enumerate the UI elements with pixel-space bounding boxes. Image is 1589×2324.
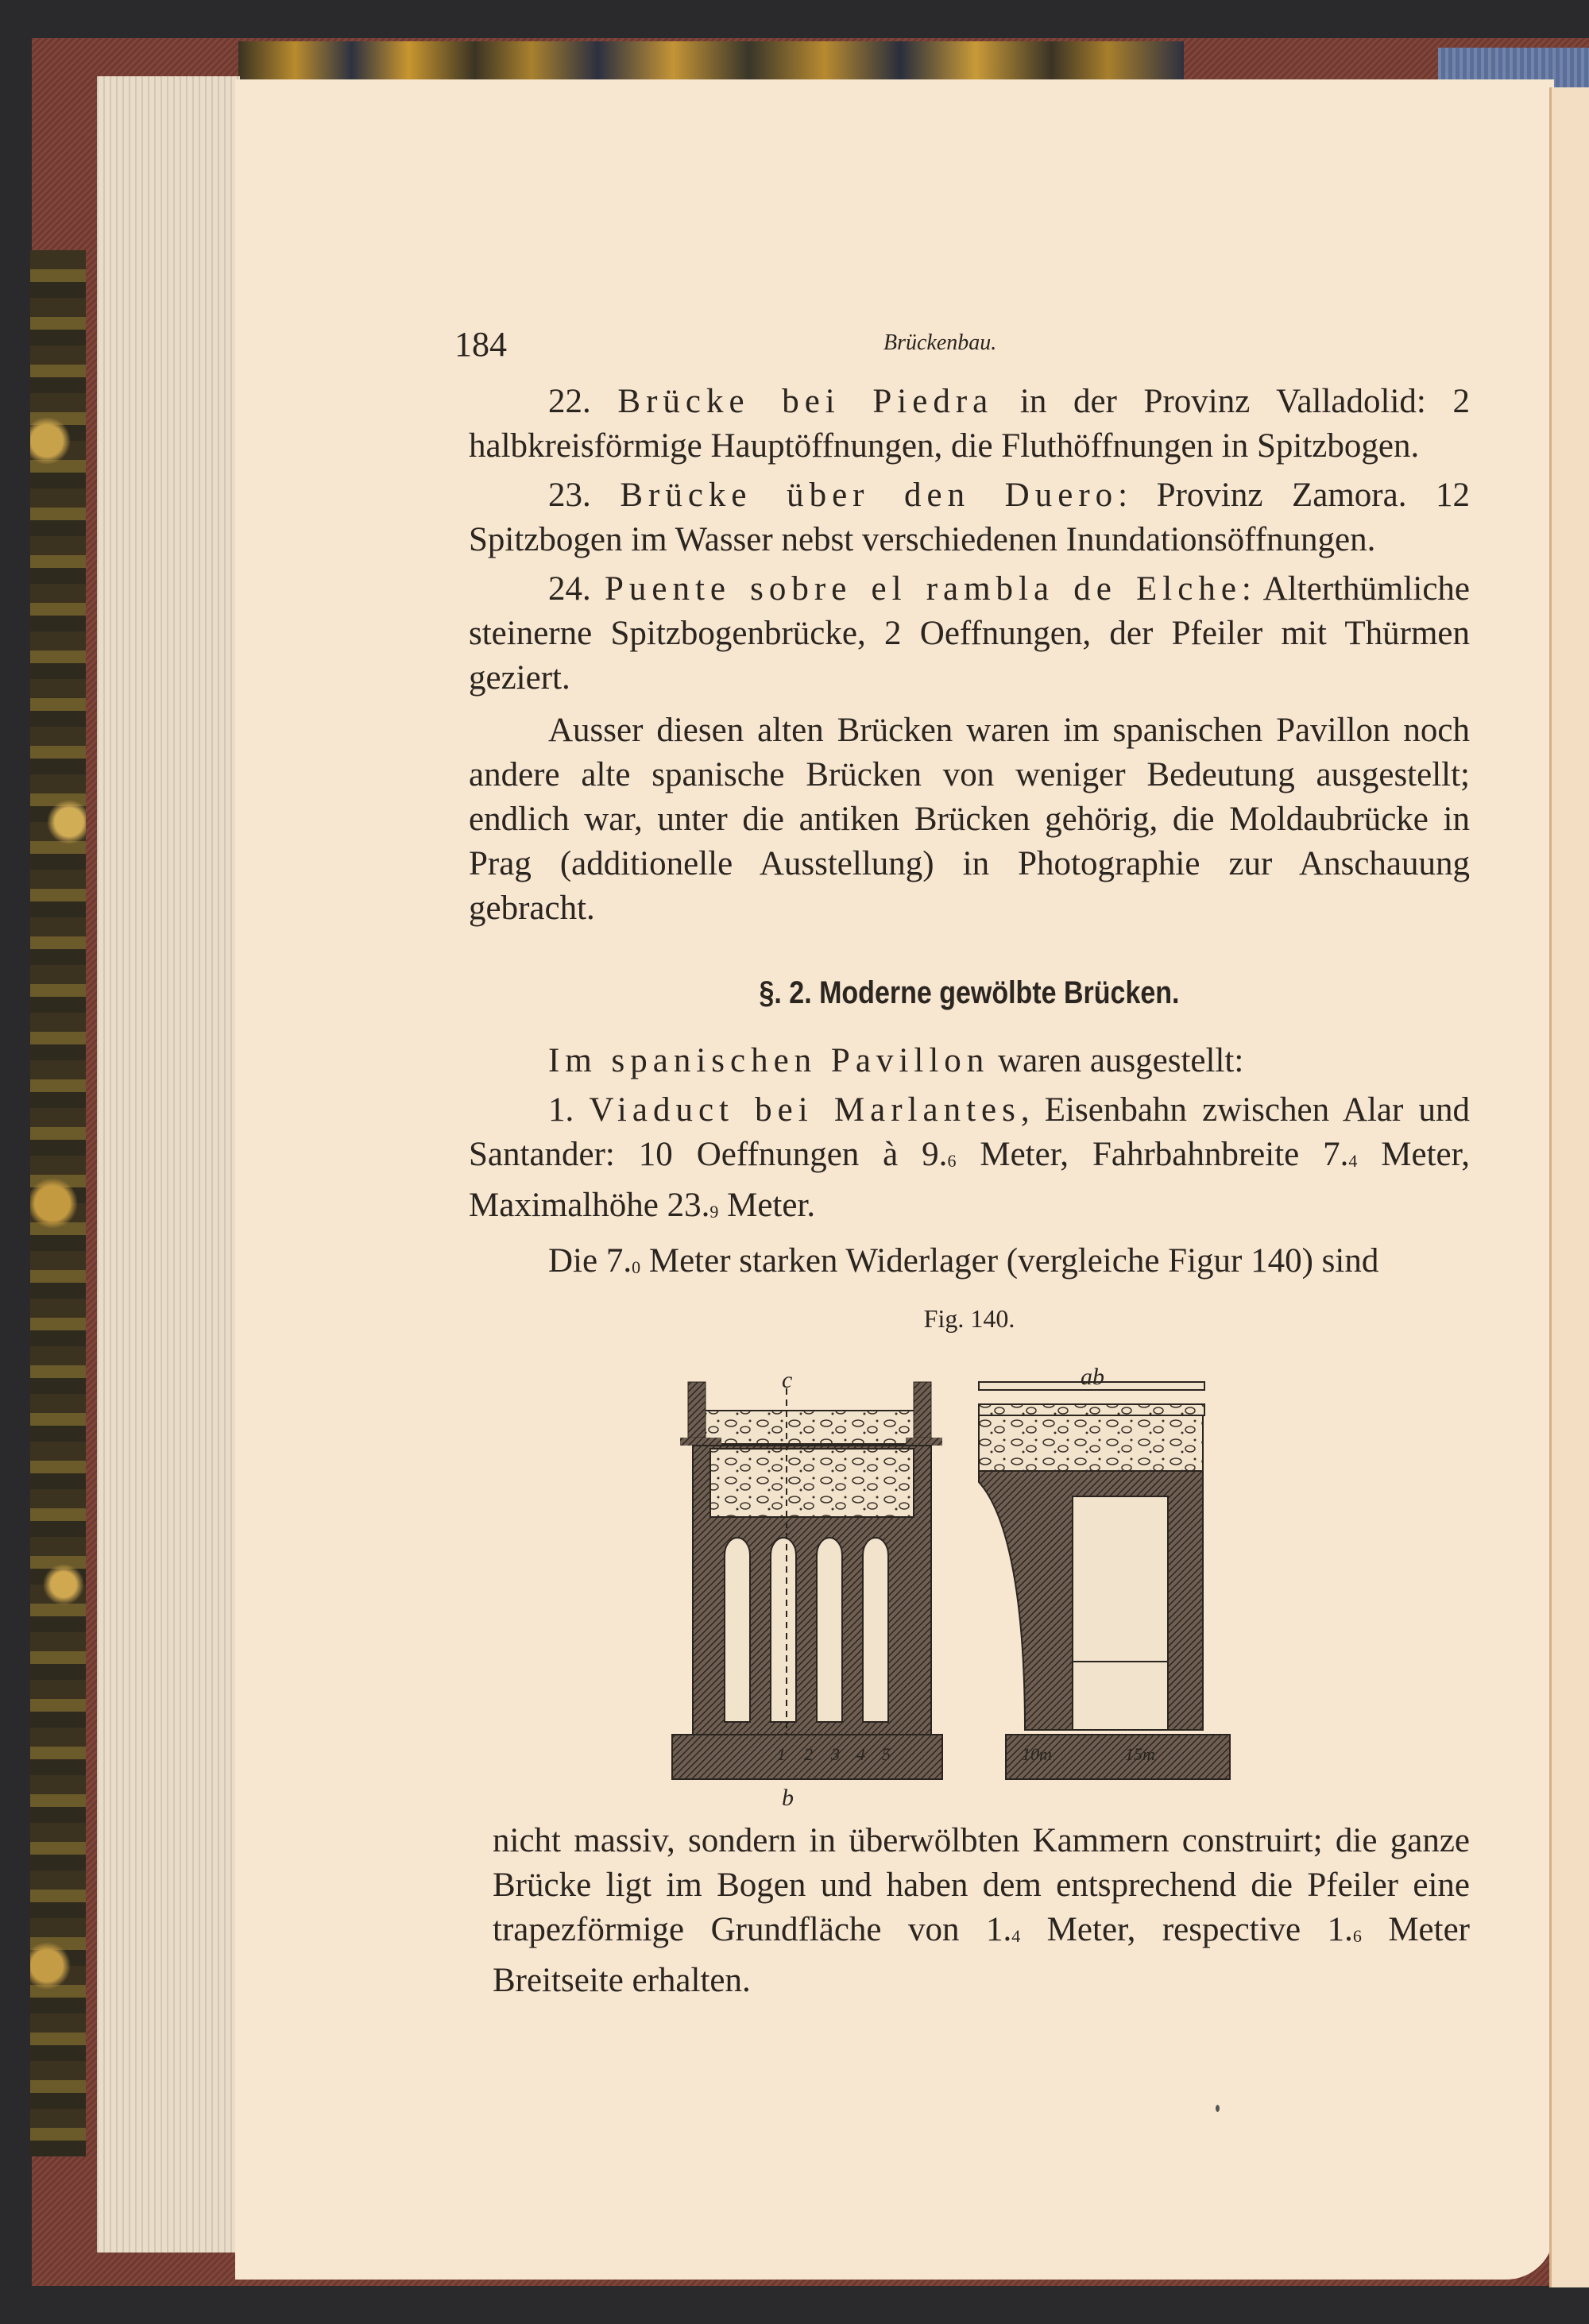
scale-label: 10m (1022, 1744, 1052, 1764)
text: waren ausgestellt: (989, 1042, 1244, 1079)
body-text-continued (493, 1819, 1470, 2003)
page-header (454, 324, 1471, 372)
scale-label: 4 (856, 1744, 865, 1764)
text: nicht massiv, sondern in überwölbten Kammern construirt; die ganze Brücke ligt im Bogen und haben dem entsprechend die Pfeiler eine trapezförmige Grundfläche von 1. (493, 1822, 1470, 1948)
text: Meter starken Widerlager (vergleiche Figur 140) sind (640, 1242, 1379, 1280)
paragraph (469, 1239, 1470, 1290)
item-number: 23. (548, 477, 591, 514)
figure-caption: Fig. 140. (923, 1304, 1015, 1333)
page-edge-stack (97, 76, 240, 2253)
marbled-board-left (30, 250, 86, 2156)
decimal-subscript: 4 (1011, 1926, 1021, 1946)
scale-label: 3 (831, 1744, 840, 1764)
item-number: 1. (548, 1091, 574, 1129)
text: Meter Breitseite erhalten. (493, 1911, 1470, 1999)
label-b: b (782, 1785, 794, 1811)
item-text: : Provinz Zamora. 12 Spitzbogen im Wasser nebst verschiedenen Inundationsöffnungen. (469, 477, 1471, 558)
scale-labels (763, 1744, 1192, 1776)
left-cross-section (672, 1382, 942, 1779)
item-text: in der Provinz Valladolid: 2 halbkreisförmige Hauptöffnungen, die Fluthöffnungen in Spitzbogen. (469, 383, 1470, 465)
text: Meter, Maximalhöhe 23. (469, 1136, 1470, 1224)
section-heading: §. 2. Moderne gewölbte Brücken. (759, 975, 1180, 1010)
running-head: Brückenbau. (883, 330, 997, 355)
decimal-subscript: 9 (709, 1202, 719, 1222)
scale-label: 2 (804, 1744, 813, 1764)
body-text (469, 380, 1471, 1811)
scale-label: 1 (777, 1744, 786, 1764)
item-title: Brücke bei Piedra (617, 383, 994, 420)
label-ab: ab (1081, 1364, 1104, 1390)
item-text: : Alterthümliche steinerne Spitzbogenbrücke, 2 Oeffnungen, der Pfeiler mit Thürmen geziert. (469, 570, 1470, 697)
bridge-section-drawing (469, 1341, 1470, 1785)
item-title: Puente sobre el rambla de Elche (604, 570, 1242, 608)
decimal-subscript: 6 (947, 1151, 957, 1171)
right-longitudinal-section (979, 1382, 1230, 1779)
figure-140 (469, 1341, 1470, 1811)
item-number: 22. (548, 383, 591, 420)
text: Meter. (718, 1187, 816, 1224)
text: Meter, Fahrbahnbreite 7. (956, 1136, 1349, 1173)
facing-page-gutter (1549, 87, 1589, 2287)
paper-spot (1216, 2105, 1220, 2112)
list-item (469, 380, 1470, 469)
list-item (469, 1088, 1470, 1234)
item-title: Viaduct bei Marlantes (589, 1091, 1021, 1129)
spaced-text: Im spanischen Pavillon (548, 1042, 990, 1079)
text: Die 7. (548, 1242, 632, 1280)
scale-label: 15m (1125, 1744, 1155, 1764)
paragraph: Ausser diesen alten Brücken waren im spanischen Pavillon noch andere alte spanische Brücken von weniger Bedeutung ausgestellt; endlich war, unter die antiken Brücken gehörig, die Moldaubrücke in Prag (additionelle Ausstellung) in Photographie zur Anschauung gebracht. (469, 712, 1470, 927)
item-title: Brücke über den Duero (620, 477, 1119, 514)
text: , Eisenbahn zwischen Alar und Santander: 10 Oeffnungen à 9. (469, 1091, 1471, 1173)
decimal-subscript: 4 (1348, 1151, 1358, 1171)
decimal-subscript: 6 (1352, 1926, 1362, 1946)
text: Meter, respective 1. (1020, 1911, 1353, 1948)
item-number: 24. (548, 570, 591, 608)
paragraph (493, 1819, 1470, 2003)
page-number: 184 (454, 325, 507, 364)
list-item (469, 473, 1470, 562)
label-c: c (782, 1367, 793, 1393)
decimal-subscript: 0 (632, 1257, 641, 1277)
scale-label: 5 (882, 1744, 891, 1764)
list-item (469, 567, 1470, 701)
paragraph (469, 1039, 1470, 1083)
